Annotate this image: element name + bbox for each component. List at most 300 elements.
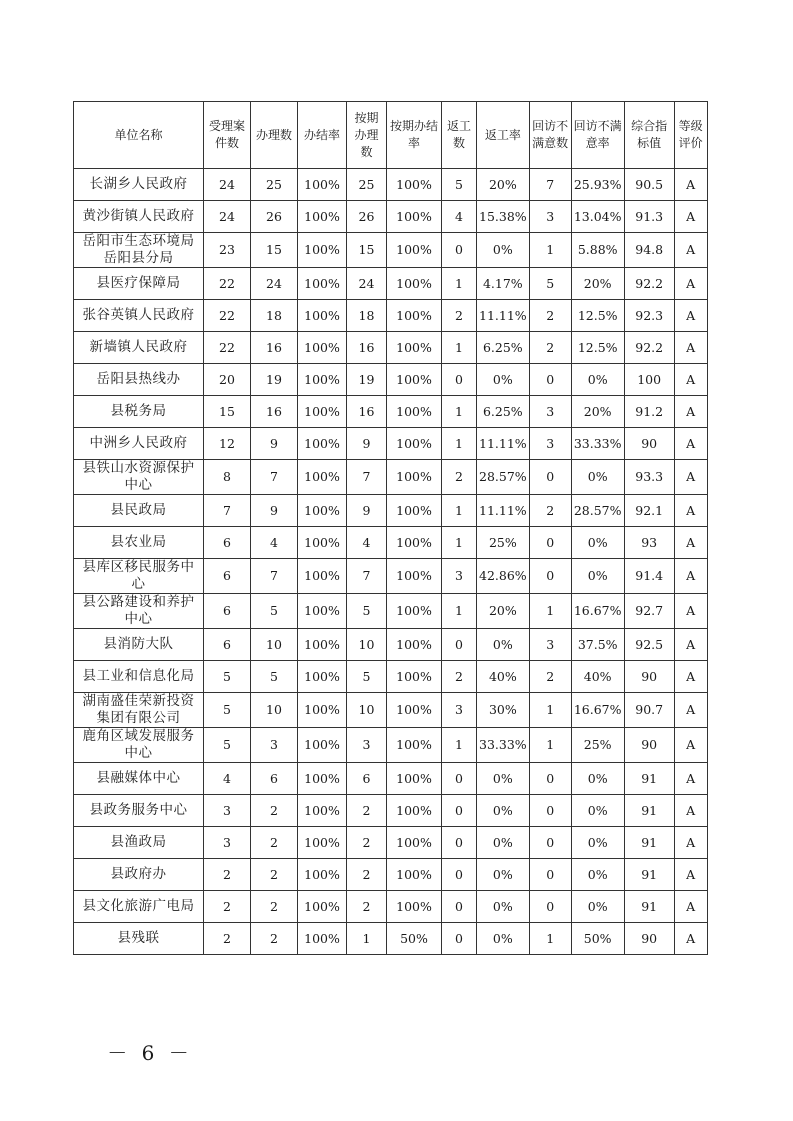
cell-unit-name: 县工业和信息化局	[74, 661, 204, 693]
cell-ontime-rate: 100%	[387, 728, 442, 763]
cell-rework-rate: 25%	[477, 527, 530, 559]
cell-composite-index: 91	[624, 859, 674, 891]
cell-dissatisfied-count: 3	[529, 629, 571, 661]
cell-composite-index: 91	[624, 763, 674, 795]
header-ontime-rate: 按期办结率	[387, 102, 442, 169]
cell-grade: A	[674, 428, 707, 460]
table-row	[74, 527, 708, 559]
table-header-row	[74, 102, 708, 169]
table-row	[74, 891, 708, 923]
cell-completion-rate: 100%	[298, 728, 347, 763]
cell-dissatisfied-rate: 0%	[571, 859, 624, 891]
header-completion-rate: 办结率	[298, 102, 347, 169]
cell-ontime-rate: 100%	[387, 201, 442, 233]
cell-completion-rate: 100%	[298, 827, 347, 859]
cell-grade: A	[674, 795, 707, 827]
cell-grade: A	[674, 693, 707, 728]
cell-accepted-cases: 8	[204, 460, 251, 495]
cell-rework-rate: 11.11%	[477, 495, 530, 527]
cell-grade: A	[674, 268, 707, 300]
cell-ontime-handled: 16	[347, 396, 387, 428]
cell-composite-index: 91	[624, 795, 674, 827]
cell-handled-count: 7	[251, 460, 298, 495]
cell-ontime-handled: 9	[347, 428, 387, 460]
cell-grade: A	[674, 728, 707, 763]
cell-completion-rate: 100%	[298, 795, 347, 827]
cell-handled-count: 24	[251, 268, 298, 300]
cell-dissatisfied-count: 0	[529, 795, 571, 827]
cell-rework-rate: 0%	[477, 795, 530, 827]
cell-composite-index: 92.5	[624, 629, 674, 661]
cell-accepted-cases: 2	[204, 923, 251, 955]
cell-accepted-cases: 24	[204, 169, 251, 201]
cell-dissatisfied-count: 2	[529, 300, 571, 332]
cell-unit-name: 县库区移民服务中心	[74, 559, 204, 594]
cell-completion-rate: 100%	[298, 923, 347, 955]
cell-grade: A	[674, 396, 707, 428]
table-row	[74, 763, 708, 795]
cell-accepted-cases: 6	[204, 559, 251, 594]
cell-ontime-rate: 100%	[387, 693, 442, 728]
cell-rework-rate: 20%	[477, 169, 530, 201]
cell-completion-rate: 100%	[298, 594, 347, 629]
cell-completion-rate: 100%	[298, 763, 347, 795]
cell-dissatisfied-rate: 0%	[571, 891, 624, 923]
cell-dissatisfied-count: 0	[529, 859, 571, 891]
table-row	[74, 594, 708, 629]
cell-dissatisfied-count: 7	[529, 169, 571, 201]
cell-handled-count: 10	[251, 629, 298, 661]
cell-handled-count: 19	[251, 364, 298, 396]
cell-unit-name: 鹿角区域发展服务中心	[74, 728, 204, 763]
cell-grade: A	[674, 495, 707, 527]
cell-unit-name: 县政府办	[74, 859, 204, 891]
cell-rework-count: 2	[442, 300, 477, 332]
cell-dissatisfied-rate: 25.93%	[571, 169, 624, 201]
cell-accepted-cases: 12	[204, 428, 251, 460]
cell-rework-count: 0	[442, 795, 477, 827]
cell-rework-rate: 42.86%	[477, 559, 530, 594]
cell-rework-count: 1	[442, 268, 477, 300]
cell-rework-count: 0	[442, 923, 477, 955]
cell-rework-count: 1	[442, 728, 477, 763]
cell-completion-rate: 100%	[298, 268, 347, 300]
cell-rework-rate: 15.38%	[477, 201, 530, 233]
cell-rework-rate: 0%	[477, 763, 530, 795]
cell-ontime-rate: 100%	[387, 332, 442, 364]
table-row	[74, 661, 708, 693]
cell-composite-index: 91	[624, 827, 674, 859]
cell-ontime-handled: 24	[347, 268, 387, 300]
cell-accepted-cases: 5	[204, 728, 251, 763]
cell-ontime-handled: 7	[347, 559, 387, 594]
header-rework-rate: 返工率	[477, 102, 530, 169]
cell-composite-index: 92.3	[624, 300, 674, 332]
cell-dissatisfied-rate: 16.67%	[571, 594, 624, 629]
cell-dissatisfied-count: 1	[529, 728, 571, 763]
cell-rework-count: 5	[442, 169, 477, 201]
table-row	[74, 795, 708, 827]
cell-completion-rate: 100%	[298, 495, 347, 527]
cell-handled-count: 9	[251, 495, 298, 527]
cell-ontime-handled: 10	[347, 693, 387, 728]
cell-handled-count: 16	[251, 396, 298, 428]
cell-dissatisfied-rate: 28.57%	[571, 495, 624, 527]
cell-dissatisfied-count: 1	[529, 693, 571, 728]
cell-unit-name: 长湖乡人民政府	[74, 169, 204, 201]
page-number: － 6 －	[107, 1041, 193, 1065]
table-row	[74, 923, 708, 955]
cell-accepted-cases: 15	[204, 396, 251, 428]
cell-dissatisfied-rate: 0%	[571, 559, 624, 594]
cell-dissatisfied-rate: 0%	[571, 763, 624, 795]
cell-accepted-cases: 24	[204, 201, 251, 233]
cell-dissatisfied-count: 1	[529, 594, 571, 629]
cell-grade: A	[674, 233, 707, 268]
cell-completion-rate: 100%	[298, 891, 347, 923]
cell-dissatisfied-count: 0	[529, 460, 571, 495]
cell-composite-index: 92.7	[624, 594, 674, 629]
cell-accepted-cases: 6	[204, 629, 251, 661]
cell-completion-rate: 100%	[298, 201, 347, 233]
cell-rework-rate: 20%	[477, 594, 530, 629]
cell-composite-index: 93.3	[624, 460, 674, 495]
cell-accepted-cases: 2	[204, 891, 251, 923]
cell-completion-rate: 100%	[298, 428, 347, 460]
cell-rework-rate: 0%	[477, 364, 530, 396]
cell-completion-rate: 100%	[298, 629, 347, 661]
cell-composite-index: 100	[624, 364, 674, 396]
table-row	[74, 460, 708, 495]
cell-completion-rate: 100%	[298, 300, 347, 332]
cell-unit-name: 县民政局	[74, 495, 204, 527]
cell-rework-rate: 0%	[477, 859, 530, 891]
table-row	[74, 201, 708, 233]
cell-ontime-rate: 100%	[387, 268, 442, 300]
cell-rework-rate: 11.11%	[477, 300, 530, 332]
cell-dissatisfied-count: 5	[529, 268, 571, 300]
cell-ontime-handled: 1	[347, 923, 387, 955]
cell-composite-index: 92.2	[624, 332, 674, 364]
table-row	[74, 728, 708, 763]
cell-dissatisfied-rate: 25%	[571, 728, 624, 763]
cell-rework-count: 0	[442, 891, 477, 923]
cell-dissatisfied-count: 2	[529, 332, 571, 364]
cell-accepted-cases: 22	[204, 332, 251, 364]
cell-dissatisfied-rate: 33.33%	[571, 428, 624, 460]
header-ontime-handled: 按期办理数	[347, 102, 387, 169]
cell-dissatisfied-rate: 37.5%	[571, 629, 624, 661]
cell-ontime-handled: 26	[347, 201, 387, 233]
cell-ontime-handled: 2	[347, 859, 387, 891]
cell-rework-rate: 33.33%	[477, 728, 530, 763]
cell-grade: A	[674, 559, 707, 594]
cell-grade: A	[674, 201, 707, 233]
table-row	[74, 233, 708, 268]
cell-rework-count: 2	[442, 661, 477, 693]
cell-accepted-cases: 3	[204, 795, 251, 827]
cell-ontime-handled: 16	[347, 332, 387, 364]
cell-rework-rate: 28.57%	[477, 460, 530, 495]
cell-rework-count: 0	[442, 364, 477, 396]
cell-rework-rate: 4.17%	[477, 268, 530, 300]
header-dissatisfied-count: 回访不满意数	[529, 102, 571, 169]
cell-ontime-rate: 100%	[387, 891, 442, 923]
cell-handled-count: 10	[251, 693, 298, 728]
cell-handled-count: 2	[251, 859, 298, 891]
cell-unit-name: 县文化旅游广电局	[74, 891, 204, 923]
cell-dissatisfied-rate: 50%	[571, 923, 624, 955]
header-dissatisfied-rate: 回访不满意率	[571, 102, 624, 169]
header-grade: 等级评价	[674, 102, 707, 169]
cell-ontime-handled: 3	[347, 728, 387, 763]
header-composite-index: 综合指标值	[624, 102, 674, 169]
table-row	[74, 169, 708, 201]
header-accepted-cases: 受理案件数	[204, 102, 251, 169]
cell-handled-count: 16	[251, 332, 298, 364]
cell-composite-index: 90	[624, 661, 674, 693]
cell-rework-rate: 0%	[477, 233, 530, 268]
cell-rework-count: 3	[442, 693, 477, 728]
cell-rework-rate: 30%	[477, 693, 530, 728]
cell-ontime-rate: 100%	[387, 827, 442, 859]
cell-ontime-handled: 2	[347, 891, 387, 923]
cell-dissatisfied-count: 3	[529, 201, 571, 233]
cell-ontime-rate: 100%	[387, 428, 442, 460]
cell-ontime-rate: 100%	[387, 559, 442, 594]
cell-composite-index: 90	[624, 728, 674, 763]
table-row	[74, 629, 708, 661]
cell-grade: A	[674, 923, 707, 955]
cell-completion-rate: 100%	[298, 460, 347, 495]
cell-unit-name: 岳阳市生态环境局岳阳县分局	[74, 233, 204, 268]
cell-composite-index: 90.5	[624, 169, 674, 201]
cell-handled-count: 6	[251, 763, 298, 795]
cell-ontime-handled: 19	[347, 364, 387, 396]
table-row	[74, 559, 708, 594]
cell-grade: A	[674, 300, 707, 332]
cell-grade: A	[674, 827, 707, 859]
cell-accepted-cases: 20	[204, 364, 251, 396]
cell-composite-index: 90	[624, 923, 674, 955]
cell-ontime-handled: 6	[347, 763, 387, 795]
cell-dissatisfied-count: 1	[529, 923, 571, 955]
cell-dissatisfied-count: 0	[529, 364, 571, 396]
cell-dissatisfied-count: 3	[529, 428, 571, 460]
cell-unit-name: 县残联	[74, 923, 204, 955]
table-row	[74, 428, 708, 460]
cell-grade: A	[674, 629, 707, 661]
cell-composite-index: 94.8	[624, 233, 674, 268]
cell-dissatisfied-count: 2	[529, 661, 571, 693]
cell-rework-rate: 0%	[477, 827, 530, 859]
cell-composite-index: 91.3	[624, 201, 674, 233]
cell-dissatisfied-count: 2	[529, 495, 571, 527]
cell-ontime-handled: 15	[347, 233, 387, 268]
cell-rework-count: 4	[442, 201, 477, 233]
cell-accepted-cases: 3	[204, 827, 251, 859]
cell-dissatisfied-count: 0	[529, 763, 571, 795]
cell-dissatisfied-rate: 12.5%	[571, 332, 624, 364]
cell-ontime-rate: 100%	[387, 495, 442, 527]
cell-ontime-rate: 100%	[387, 169, 442, 201]
cell-unit-name: 县税务局	[74, 396, 204, 428]
cell-unit-name: 县医疗保障局	[74, 268, 204, 300]
cell-dissatisfied-rate: 40%	[571, 661, 624, 693]
cell-rework-count: 1	[442, 527, 477, 559]
cell-completion-rate: 100%	[298, 693, 347, 728]
cell-grade: A	[674, 364, 707, 396]
cell-ontime-rate: 100%	[387, 396, 442, 428]
cell-handled-count: 4	[251, 527, 298, 559]
cell-handled-count: 5	[251, 661, 298, 693]
cell-composite-index: 93	[624, 527, 674, 559]
cell-ontime-rate: 100%	[387, 763, 442, 795]
cell-completion-rate: 100%	[298, 527, 347, 559]
header-unit-name: 单位名称	[74, 102, 204, 169]
table-row	[74, 827, 708, 859]
cell-ontime-handled: 2	[347, 827, 387, 859]
cell-unit-name: 县铁山水资源保护中心	[74, 460, 204, 495]
cell-accepted-cases: 4	[204, 763, 251, 795]
cell-accepted-cases: 22	[204, 268, 251, 300]
cell-accepted-cases: 22	[204, 300, 251, 332]
cell-accepted-cases: 6	[204, 594, 251, 629]
cell-composite-index: 92.2	[624, 268, 674, 300]
cell-completion-rate: 100%	[298, 661, 347, 693]
cell-rework-rate: 40%	[477, 661, 530, 693]
cell-dissatisfied-count: 0	[529, 527, 571, 559]
cell-ontime-rate: 50%	[387, 923, 442, 955]
cell-rework-rate: 0%	[477, 923, 530, 955]
cell-handled-count: 5	[251, 594, 298, 629]
cell-dissatisfied-count: 0	[529, 827, 571, 859]
cell-unit-name: 县渔政局	[74, 827, 204, 859]
header-handled-count: 办理数	[251, 102, 298, 169]
cell-unit-name: 县公路建设和养护中心	[74, 594, 204, 629]
cell-dissatisfied-rate: 13.04%	[571, 201, 624, 233]
table-row	[74, 495, 708, 527]
cell-ontime-rate: 100%	[387, 859, 442, 891]
cell-completion-rate: 100%	[298, 364, 347, 396]
cell-composite-index: 90.7	[624, 693, 674, 728]
cell-grade: A	[674, 763, 707, 795]
cell-ontime-rate: 100%	[387, 233, 442, 268]
table-row	[74, 693, 708, 728]
cell-completion-rate: 100%	[298, 169, 347, 201]
cell-completion-rate: 100%	[298, 396, 347, 428]
cell-unit-name: 岳阳县热线办	[74, 364, 204, 396]
cell-grade: A	[674, 661, 707, 693]
cell-unit-name: 新墙镇人民政府	[74, 332, 204, 364]
cell-rework-count: 0	[442, 763, 477, 795]
cell-handled-count: 3	[251, 728, 298, 763]
cell-unit-name: 湖南盛佳荣新投资集团有限公司	[74, 693, 204, 728]
cell-ontime-rate: 100%	[387, 795, 442, 827]
cell-rework-count: 1	[442, 594, 477, 629]
cell-ontime-rate: 100%	[387, 661, 442, 693]
cell-grade: A	[674, 460, 707, 495]
cell-rework-rate: 0%	[477, 629, 530, 661]
cell-ontime-handled: 18	[347, 300, 387, 332]
cell-accepted-cases: 2	[204, 859, 251, 891]
cell-grade: A	[674, 891, 707, 923]
cell-handled-count: 2	[251, 891, 298, 923]
cell-handled-count: 9	[251, 428, 298, 460]
cell-ontime-rate: 100%	[387, 460, 442, 495]
cell-dissatisfied-count: 3	[529, 396, 571, 428]
cell-rework-rate: 6.25%	[477, 332, 530, 364]
cell-handled-count: 7	[251, 559, 298, 594]
cell-accepted-cases: 23	[204, 233, 251, 268]
table-row	[74, 859, 708, 891]
cell-handled-count: 25	[251, 169, 298, 201]
cell-rework-rate: 0%	[477, 891, 530, 923]
cell-dissatisfied-rate: 20%	[571, 268, 624, 300]
cell-dissatisfied-rate: 0%	[571, 795, 624, 827]
cell-composite-index: 92.1	[624, 495, 674, 527]
cell-ontime-handled: 9	[347, 495, 387, 527]
cell-completion-rate: 100%	[298, 559, 347, 594]
cell-rework-count: 1	[442, 428, 477, 460]
cell-ontime-rate: 100%	[387, 300, 442, 332]
cell-rework-rate: 6.25%	[477, 396, 530, 428]
cell-dissatisfied-rate: 0%	[571, 827, 624, 859]
cell-rework-count: 2	[442, 460, 477, 495]
cell-ontime-rate: 100%	[387, 629, 442, 661]
cell-completion-rate: 100%	[298, 859, 347, 891]
cell-unit-name: 黄沙街镇人民政府	[74, 201, 204, 233]
cell-grade: A	[674, 859, 707, 891]
cell-rework-count: 0	[442, 233, 477, 268]
table-row	[74, 396, 708, 428]
cell-rework-count: 3	[442, 559, 477, 594]
cell-completion-rate: 100%	[298, 233, 347, 268]
cell-dissatisfied-rate: 20%	[571, 396, 624, 428]
cell-accepted-cases: 5	[204, 661, 251, 693]
cell-unit-name: 县农业局	[74, 527, 204, 559]
cell-ontime-rate: 100%	[387, 594, 442, 629]
cell-dissatisfied-rate: 0%	[571, 527, 624, 559]
cell-handled-count: 2	[251, 923, 298, 955]
cell-composite-index: 91.2	[624, 396, 674, 428]
cell-dissatisfied-rate: 0%	[571, 364, 624, 396]
table-row	[74, 332, 708, 364]
cell-dissatisfied-count: 0	[529, 559, 571, 594]
cell-grade: A	[674, 169, 707, 201]
cell-rework-rate: 11.11%	[477, 428, 530, 460]
cell-ontime-handled: 4	[347, 527, 387, 559]
table-body	[74, 169, 708, 955]
cell-grade: A	[674, 594, 707, 629]
cell-rework-count: 1	[442, 396, 477, 428]
cell-handled-count: 18	[251, 300, 298, 332]
cell-composite-index: 91	[624, 891, 674, 923]
cell-unit-name: 县政务服务中心	[74, 795, 204, 827]
cell-dissatisfied-count: 0	[529, 891, 571, 923]
cell-ontime-handled: 5	[347, 594, 387, 629]
cell-handled-count: 2	[251, 827, 298, 859]
cell-ontime-handled: 10	[347, 629, 387, 661]
cell-dissatisfied-count: 1	[529, 233, 571, 268]
cell-composite-index: 91.4	[624, 559, 674, 594]
cell-dissatisfied-rate: 5.88%	[571, 233, 624, 268]
cell-accepted-cases: 6	[204, 527, 251, 559]
cell-ontime-rate: 100%	[387, 527, 442, 559]
cell-rework-count: 1	[442, 332, 477, 364]
cell-composite-index: 90	[624, 428, 674, 460]
cell-rework-count: 0	[442, 827, 477, 859]
